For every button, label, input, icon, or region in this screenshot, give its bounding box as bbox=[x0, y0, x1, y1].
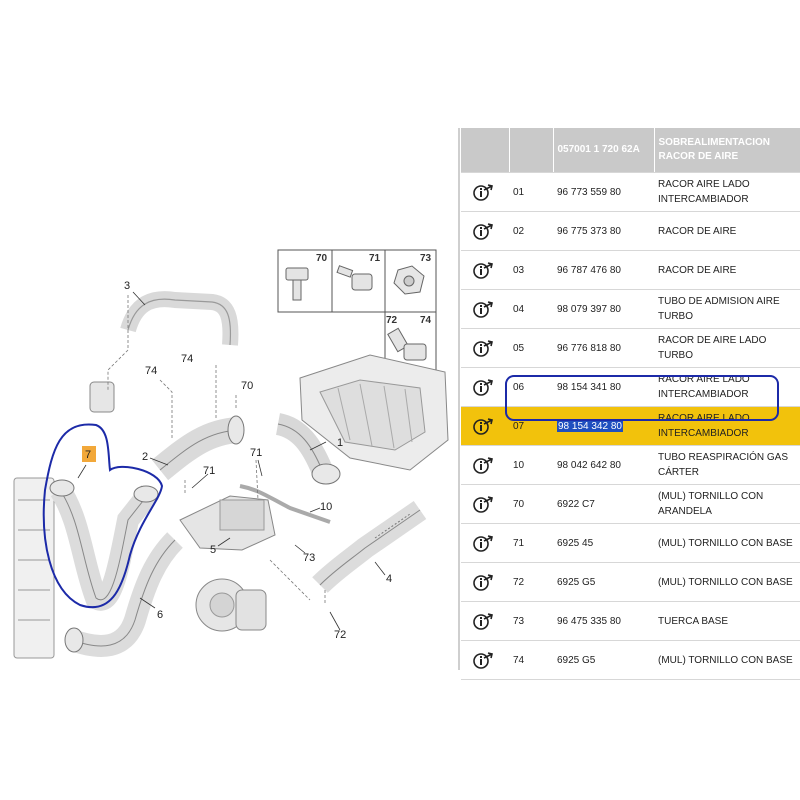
panel-divider bbox=[458, 128, 460, 670]
row-part-number bbox=[553, 290, 654, 329]
row-description: (MUL) TORNILLO CON BASE bbox=[654, 563, 800, 602]
info-arrow-icon[interactable] bbox=[461, 407, 509, 446]
part-number-text: 6922 C7 bbox=[557, 498, 595, 510]
part-number-text: 6925 45 bbox=[557, 537, 594, 549]
row-part-number bbox=[553, 446, 654, 485]
part-number-text: 98 042 642 80 bbox=[557, 459, 621, 471]
turbo bbox=[196, 579, 266, 631]
parts-table bbox=[461, 128, 800, 680]
bolt-72-74-icon bbox=[388, 328, 426, 360]
callout-10: 10 bbox=[320, 501, 333, 513]
table-row[interactable] bbox=[461, 290, 800, 329]
row-description: TUERCA BASE bbox=[654, 602, 800, 641]
box-label: 72 bbox=[386, 315, 398, 326]
row-ref: 71 bbox=[509, 524, 553, 563]
row-ref: 70 bbox=[509, 485, 553, 524]
row-part-number bbox=[553, 173, 654, 212]
callout-74: 74 bbox=[145, 365, 158, 377]
info-arrow-icon[interactable] bbox=[461, 290, 509, 329]
row-description: RACOR AIRE LADO INTERCAMBIADOR bbox=[654, 407, 800, 446]
row-description: RACOR DE AIRE bbox=[654, 212, 800, 251]
row-description: TUBO REASPIRACIÓN GAS CÁRTER bbox=[654, 446, 800, 485]
table-row[interactable] bbox=[461, 173, 800, 212]
pipe-2 bbox=[160, 416, 244, 470]
callout-71: 71 bbox=[203, 465, 216, 477]
row-description: RACOR DE AIRE LADO TURBO bbox=[654, 329, 800, 368]
row-ref: 01 bbox=[509, 173, 553, 212]
info-arrow-icon[interactable] bbox=[461, 173, 509, 212]
box-label: 70 bbox=[316, 253, 328, 264]
row-description: (MUL) TORNILLO CON ARANDELA bbox=[654, 485, 800, 524]
row-ref: 73 bbox=[509, 602, 553, 641]
callout-3: 3 bbox=[124, 280, 131, 292]
row-part-number bbox=[553, 641, 654, 680]
row-ref: 06 bbox=[509, 368, 553, 407]
callout-70: 70 bbox=[241, 380, 254, 392]
box-label: 73 bbox=[420, 253, 432, 264]
callout-4: 4 bbox=[386, 573, 393, 585]
part-7-callout: 7 bbox=[85, 449, 92, 461]
part-number-text: 98 079 397 80 bbox=[557, 303, 621, 315]
part-number-text: 98 154 341 80 bbox=[557, 381, 621, 393]
row-part-number bbox=[553, 485, 654, 524]
row-ref: 04 bbox=[509, 290, 553, 329]
callout-72: 72 bbox=[334, 629, 347, 641]
table-row[interactable] bbox=[461, 407, 800, 446]
info-arrow-icon[interactable] bbox=[461, 446, 509, 485]
info-arrow-icon[interactable] bbox=[461, 563, 509, 602]
row-part-number bbox=[553, 212, 654, 251]
row-ref: 02 bbox=[509, 212, 553, 251]
row-part-number bbox=[553, 329, 654, 368]
row-part-number bbox=[553, 407, 654, 446]
table-row[interactable] bbox=[461, 446, 800, 485]
row-ref: 72 bbox=[509, 563, 553, 602]
leader-lines bbox=[108, 295, 325, 605]
part-number-text: 96 776 818 80 bbox=[557, 342, 621, 354]
table-row[interactable] bbox=[461, 368, 800, 407]
table-row[interactable] bbox=[461, 251, 800, 290]
part-number-text: 96 775 373 80 bbox=[557, 225, 621, 237]
row-description: TUBO DE ADMISION AIRE TURBO bbox=[654, 290, 800, 329]
row-description: RACOR DE AIRE bbox=[654, 251, 800, 290]
row-part-number bbox=[553, 563, 654, 602]
box-label: 74 bbox=[420, 315, 432, 326]
box-label: 71 bbox=[369, 253, 381, 264]
fitting-left bbox=[90, 382, 114, 412]
row-description: (MUL) TORNILLO CON BASE bbox=[654, 641, 800, 680]
table-row[interactable] bbox=[461, 485, 800, 524]
info-arrow-icon[interactable] bbox=[461, 368, 509, 407]
part-number-text: 96 773 559 80 bbox=[557, 186, 621, 198]
info-arrow-icon[interactable] bbox=[461, 251, 509, 290]
row-part-number bbox=[553, 524, 654, 563]
row-ref: 07 bbox=[509, 407, 553, 446]
callout-73: 73 bbox=[303, 552, 316, 564]
header-description: SOBREALIMENTACION RACOR DE AIRE bbox=[654, 128, 800, 173]
parts-panel bbox=[461, 128, 800, 680]
pipe-4 bbox=[320, 510, 420, 585]
part-number-text: 6925 G5 bbox=[557, 654, 596, 666]
table-row[interactable] bbox=[461, 329, 800, 368]
info-arrow-icon[interactable] bbox=[461, 641, 509, 680]
header-icon bbox=[461, 128, 509, 173]
part-5 bbox=[180, 496, 275, 550]
pipe-3 bbox=[128, 299, 230, 345]
header-ref bbox=[509, 128, 553, 173]
row-ref: 10 bbox=[509, 446, 553, 485]
callout-5: 5 bbox=[210, 544, 217, 556]
row-ref: 74 bbox=[509, 641, 553, 680]
info-arrow-icon[interactable] bbox=[461, 212, 509, 251]
part-number-text: 98 154 342 80 bbox=[558, 420, 622, 432]
part-number-text: 96 787 476 80 bbox=[557, 264, 621, 276]
row-description: RACOR AIRE LADO INTERCAMBIADOR bbox=[654, 173, 800, 212]
part-number-text: 96 475 335 80 bbox=[557, 615, 621, 627]
info-arrow-icon[interactable] bbox=[461, 524, 509, 563]
table-row[interactable] bbox=[461, 602, 800, 641]
intercooler bbox=[14, 478, 54, 658]
row-description: RACOR AIRE LADO INTERCAMBIADOR bbox=[654, 368, 800, 407]
row-ref: 03 bbox=[509, 251, 553, 290]
callout-1: 1 bbox=[337, 437, 344, 449]
callout-71: 71 bbox=[250, 447, 263, 459]
table-header bbox=[461, 128, 800, 173]
row-part-number bbox=[553, 368, 654, 407]
callout-74: 74 bbox=[181, 353, 194, 365]
row-description: (MUL) TORNILLO CON BASE bbox=[654, 524, 800, 563]
info-arrow-icon[interactable] bbox=[461, 602, 509, 641]
table-row[interactable] bbox=[461, 212, 800, 251]
callout-2: 2 bbox=[142, 451, 149, 463]
part-number-text: 6925 G5 bbox=[557, 576, 596, 588]
callout-6: 6 bbox=[157, 609, 164, 621]
row-part-number bbox=[553, 251, 654, 290]
header-code: 057001 1 720 62A bbox=[553, 128, 654, 173]
row-ref: 05 bbox=[509, 329, 553, 368]
info-arrow-icon[interactable] bbox=[461, 329, 509, 368]
table-row[interactable] bbox=[461, 524, 800, 563]
info-arrow-icon[interactable] bbox=[461, 485, 509, 524]
table-row[interactable] bbox=[461, 563, 800, 602]
row-part-number bbox=[553, 602, 654, 641]
table-row[interactable] bbox=[461, 641, 800, 680]
